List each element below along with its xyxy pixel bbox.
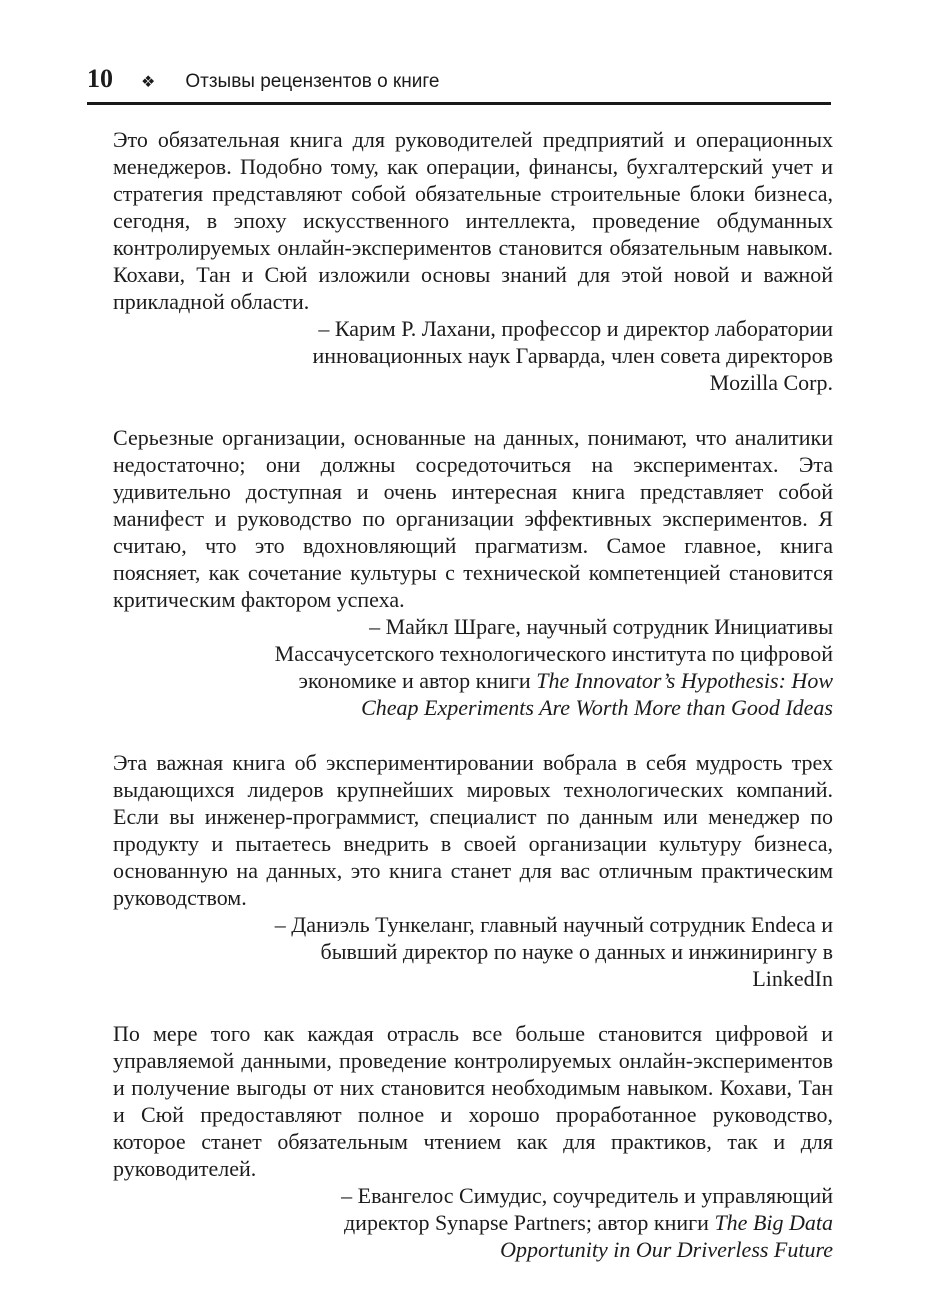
review-attribution-text: – Евангелос Симудис, соучредитель и управляющий директор Synapse Partners; автор книги (341, 1183, 833, 1235)
review-attribution (268, 911, 833, 992)
review-text: Эта важная книга об экспериментировании вобрала в себя мудрость трех выдающихся лидеров крупнейших мировых технологических компаний. Если вы инженер-программист, специалист по данным или менеджер по продукту и пытаетесь внедрить в своей организации культуру бизнеса, основанную на данных, это книга станет для вас отличным практическим руководством. (113, 750, 833, 910)
reviews-list (113, 126, 833, 1263)
running-title: Отзывы рецензентов о книге (185, 71, 440, 92)
review-block (113, 749, 833, 992)
review-attribution-text: – Майкл Шраге, научный сотрудник Инициативы Массачусетского технологического института по цифровой экономике и автор книги (274, 614, 833, 693)
diamond-separator-icon: ❖ (141, 72, 156, 91)
review-attribution (268, 613, 833, 721)
review-text: Это обязательная книга для руководителей предприятий и операционных менеджеров. Подобно тому, как операции, финансы, бухгалтерский учет и стратегия представляют собой обязательные строительные блоки бизнеса, сегодня, в эпоху искусственного интеллекта, проведение обдуманных контролируемых онлайн-экспериментов становится обязательным навыком. Кохави, Тан и Сюй изложили основы знаний для этой новой и важной прикладной области. (113, 127, 833, 314)
review-attribution-text: – Даниэль Тункеланг, главный научный сотрудник Endeca и бывший директор по науке о данных и инжинирингу в LinkedIn (274, 912, 833, 991)
review-attribution-text: – Карим Р. Лахани, профессор и директор лаборатории инновационных наук Гарварда, член совета директоров Mozilla Corp. (312, 316, 833, 395)
review-attribution (268, 315, 833, 396)
page-number: 10 (87, 64, 113, 93)
page-header (87, 66, 831, 105)
review-text: Серьезные организации, основанные на данных, понимают, что аналитики недостаточно; они должны сосредоточиться на экспериментах. Эта удивительно доступная и очень интересная книга представляет собой манифест и руководство по организации эффективных экспериментов. Я считаю, что это вдохновляющий прагматизм. Самое главное, книга поясняет, как сочетание культуры с технической компетенцией становится критическим фактором успеха. (113, 425, 833, 612)
review-block (113, 126, 833, 396)
review-block (113, 424, 833, 721)
review-attribution-book-title: The Big Data Opportunity in Our Driverless Future (500, 1210, 833, 1262)
review-attribution (268, 1182, 833, 1263)
review-block (113, 1020, 833, 1263)
review-attribution-book-title: The Innovator’s Hypothesis: How Cheap Experiments Are Worth More than Good Ideas (361, 668, 833, 720)
review-text: По мере того как каждая отрасль все больше становится цифровой и управляемой данными, проведение контролируемых онлайн-экспериментов и получение выгоды от них становится необходимым навыком. Кохави, Тан и Сюй предоставляют полное и хорошо проработанное руководство, которое станет обязательным чтением как для практиков, так и для руководителей. (113, 1021, 833, 1181)
